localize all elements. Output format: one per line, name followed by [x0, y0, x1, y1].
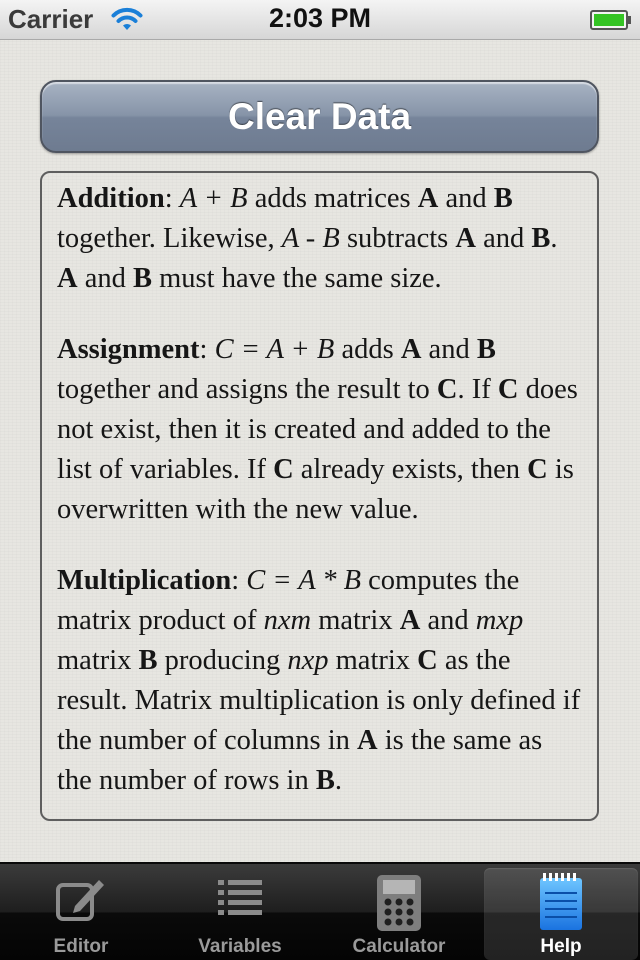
help-icon [538, 872, 584, 932]
help-section-addition: Addition: A + B adds matrices A and B together. Likewise, A - B subtracts A and B. A and B must have the same size. [57, 183, 558, 294]
calculator-icon [376, 874, 422, 932]
variables-icon [217, 876, 263, 920]
help-section-multiplication: Multiplication: C = A * B computes the matrix product of nxm matrix A and mxp matrix B producing nxp matrix C as the result. Matrix multiplication is only defined if the number of columns in A is the same as the number of rows in B. [57, 565, 581, 796]
tab-calculator[interactable] [322, 868, 476, 960]
clear-data-button[interactable]: Clear Data [40, 80, 599, 153]
tab-label: Calculator [352, 936, 446, 957]
battery-icon [590, 9, 632, 31]
tab-label: Variables [198, 936, 282, 957]
tab-editor[interactable] [4, 868, 158, 960]
help-text [42, 173, 597, 801]
editor-icon [55, 876, 107, 924]
tab-bar [0, 862, 640, 960]
tab-label: Editor [53, 936, 109, 957]
tab-variables[interactable] [163, 868, 317, 960]
tab-help[interactable] [484, 868, 638, 960]
clock: 2:03 PM [268, 3, 372, 33]
help-text-panel[interactable] [40, 171, 599, 821]
status-bar [0, 0, 640, 40]
help-section-assignment: Assignment: C = A + B adds A and B together and assigns the result to C. If C does not exist, then it is created and added to the list of variables. If C already exists, then C is overwritten with the new value. [57, 334, 578, 525]
carrier-name: Carrier [8, 4, 94, 34]
tab-label: Help [540, 936, 582, 957]
